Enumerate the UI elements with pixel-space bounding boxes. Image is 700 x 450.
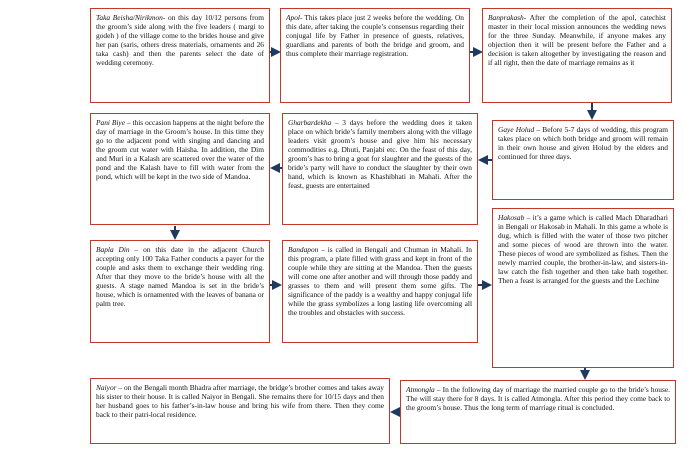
step-gharbardekha: [282, 113, 478, 225]
step-atmongla: [400, 380, 676, 444]
step-name: Atmongla: [406, 385, 435, 394]
step-name: Pani Biye: [96, 118, 125, 127]
step-text: – this occasion happens at the night before the day of marriage in the Groom’s house. In this time they go to the adjacent pond with singing and dancing and the groom cut water with Haisha. In addition, the Dim and Muri in a Kalash are scattered over the water of the pond and the Kalash have to fill with water from the pond, which will be kept in the two side of Mandoa.: [96, 118, 264, 182]
step-name: Banprakash: [488, 13, 524, 22]
step-name: Gharbardekha: [288, 118, 332, 127]
step-name: Hakosab: [498, 213, 525, 222]
step-text: – is called in Bengali and Chuman in Mahali. In this program, a plate filled with grass and kept in front of the couple while they are sitting at the Mandoa. Then the guests will come one after another and will through those paddy and grasses to them and will present them some gifts. The significance of the paddy is a wealthy and happy conjugal life while the grass symbolizes a long lasting life overcoming all the troubles and obstacles with success.: [288, 245, 472, 318]
step-text: – on this date in the adjacent Church accepting only 100 Taka Father conducts a payer for the couple and asks them to exchange their wedding ring. After that they move to the bride’s house with all the guests. A stage named Mandoa is set in the bride’s house, which is ornamented with the leaves of banana or palm tree.: [96, 245, 264, 309]
step-naiyor: [90, 378, 390, 444]
step-text: – on the Bengali month Bhadra after marriage, the bridge’s brother comes and takes away his sister to their house. It is called Naiyor in Bengali. She remains there for 10/15 days and then her husband goes to his father’s-in-law house and bring his wife from there. Then they come back to their patri-local residence.: [96, 383, 384, 420]
step-name: Gaye Holud: [498, 125, 535, 134]
step-text: – it’s a game which is called Mach Dharadhari in Bengali or Hakosab in Mahali. In this game a whole is dug, which is filled with the water of those two pitcher and some pieces of wood are thrown into the water. These pieces of wood are symbolized as fishes. Then the newly married couple, the brother-in-law, and sisters-in-law catch the fish together and then take bath together. Then a feast is arranged for the guests and the Lechine: [498, 213, 668, 286]
step-apol: [280, 8, 470, 103]
step-name: Taka Beisha/Nirikmon: [96, 13, 163, 22]
step-text: – Before 5-7 days of wedding, this program takes place on which both bridge and groom will remain in their own house and given Holud by the elders and continued for three days.: [498, 125, 669, 162]
step-text: – In the following day of marriage the married couple go to the bride’s house. The will stay there for 8 days. It is called Atmongla. After this period they come back to the groom’s house. Thus the long term of marriage ritual is concluded.: [406, 385, 670, 413]
step-text: – 3 days before the wedding does it taken place on which bride’s family members along with the village leaders visit groom’s house and give him his necessary commodities e.g. Dhuti, Panjabi etc. On the feast of this day, groom’s has to bring a goat for slaughter and the guests of the bride’s party will have to conduct the slaughter by their own hand, which is known as Khashibhati in Mahali. After the feast, guests are entertained: [288, 118, 472, 191]
step-bapla-din: [90, 240, 270, 343]
step-taka-beisha: [90, 8, 270, 103]
step-banprakash: [482, 8, 672, 103]
step-gaye-holud: [492, 120, 674, 200]
step-text: - on this day 10/12 persons from the groom’s side along with the five leaders ( margi to godeh ) of the village come to the brides house and give her pan (saris, others dress materials, ornaments and 26 taka cash) and then the parents select the date of wedding ceremony.: [96, 13, 264, 68]
step-name: Naiyor: [96, 383, 117, 392]
step-name: Bapla Din: [96, 245, 130, 254]
step-text: - This takes place just 2 weeks before the wedding. On this date, after taking the couple’s consensus regarding their conjugal life by Father in presence of guests, relatives, guardians and parents of both the bridge and groom, and thus complete their marriage registration.: [286, 13, 464, 59]
step-text: - After the completion of the apol, catechist master in their local mission announces the wedding news for the three Sunday. Meanwhile, if anyone makes any objection then it will be present before the Father and a decision is taken altogether by investigating the reason and if all right, then the date of marriage remains as it: [488, 13, 666, 68]
step-bandapon: [282, 240, 478, 343]
step-name: Bandapon: [288, 245, 319, 254]
step-pani-biye: [90, 113, 270, 225]
step-hakosab: [492, 208, 674, 368]
step-name: Apol: [286, 13, 300, 22]
